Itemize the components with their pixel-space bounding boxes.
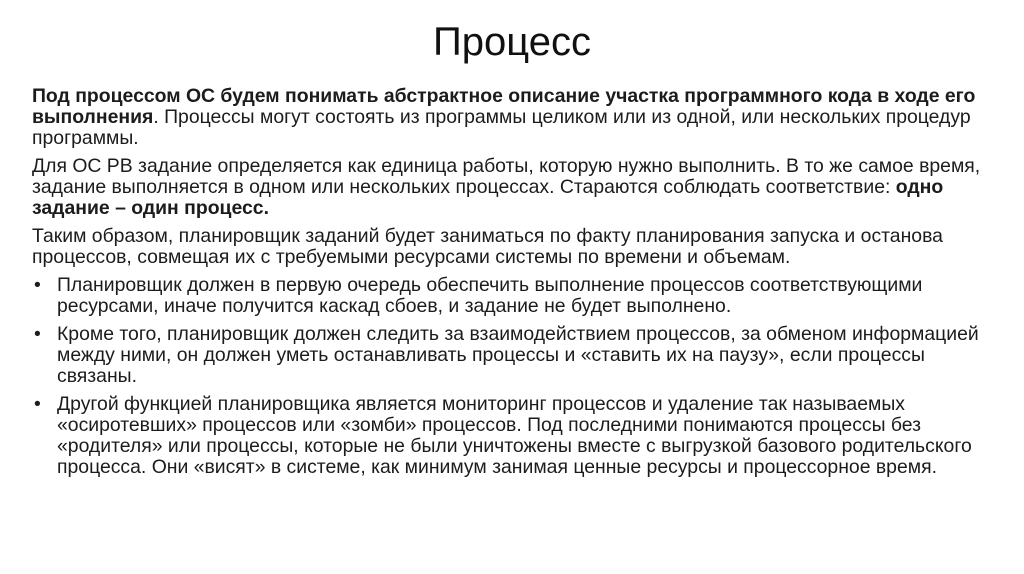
paragraph-scheduler-summary — [32, 226, 992, 268]
paragraph-task-definition-bold: одно задание – один процесс. — [32, 176, 944, 219]
bullet-text: Планировщик должен в первую очередь обеспечить выполнение процессов соответствующими ресурсами, иначе получится каскад сбоев, и задание не будет выполнено. — [57, 274, 923, 317]
paragraph-process-definition — [32, 86, 992, 149]
slide-title: Процесс — [433, 20, 591, 64]
bullet-dot-icon: • — [34, 393, 41, 415]
paragraph-process-definition-text: . Процессы могут состоять из программы целиком или из одной, или нескольких процедур программы. — [32, 106, 971, 149]
list-item — [32, 324, 992, 387]
bullet-dot-icon: • — [34, 323, 41, 345]
paragraph-task-definition-text: Для ОС РВ задание определяется как единица работы, которую нужно выполнить. В то же самое время, задание выполняется в одном или нескольких процессах. Стараются соблюдать соответствие: — [32, 155, 981, 198]
bullet-list — [32, 275, 992, 478]
bullet-text: Другой функцией планировщика является мониторинг процессов и удаление так называемых «осиротевших» процессов или «зомби» процессов. Под последними понимаются процессы без «родителя» или процессы, которые не были уничтожены вместе с выгрузкой базового родительского процесса. Они «висят» в системе, как минимум занимая ценные ресурсы и процессорное время. — [57, 393, 972, 478]
bullet-text: Кроме того, планировщик должен следить за взаимодействием процессов, за обменом информацией между ними, он должен уметь останавливать процессы и «ставить их на паузу», если процессы связаны. — [57, 323, 979, 387]
paragraph-task-definition — [32, 156, 992, 219]
paragraph-process-definition-bold: Под процессом ОС будем понимать абстрактное описание участка программного кода в ходе его выполнения — [32, 85, 976, 128]
slide-body — [32, 86, 992, 485]
list-item — [32, 394, 992, 478]
paragraph-scheduler-summary-text: Таким образом, планировщик заданий будет заниматься по факту планирования запуска и останова процессов, совмещая их с требуемыми ресурсами системы по времени и объемам. — [32, 225, 943, 268]
bullet-dot-icon: • — [34, 274, 41, 296]
list-item — [32, 275, 992, 317]
